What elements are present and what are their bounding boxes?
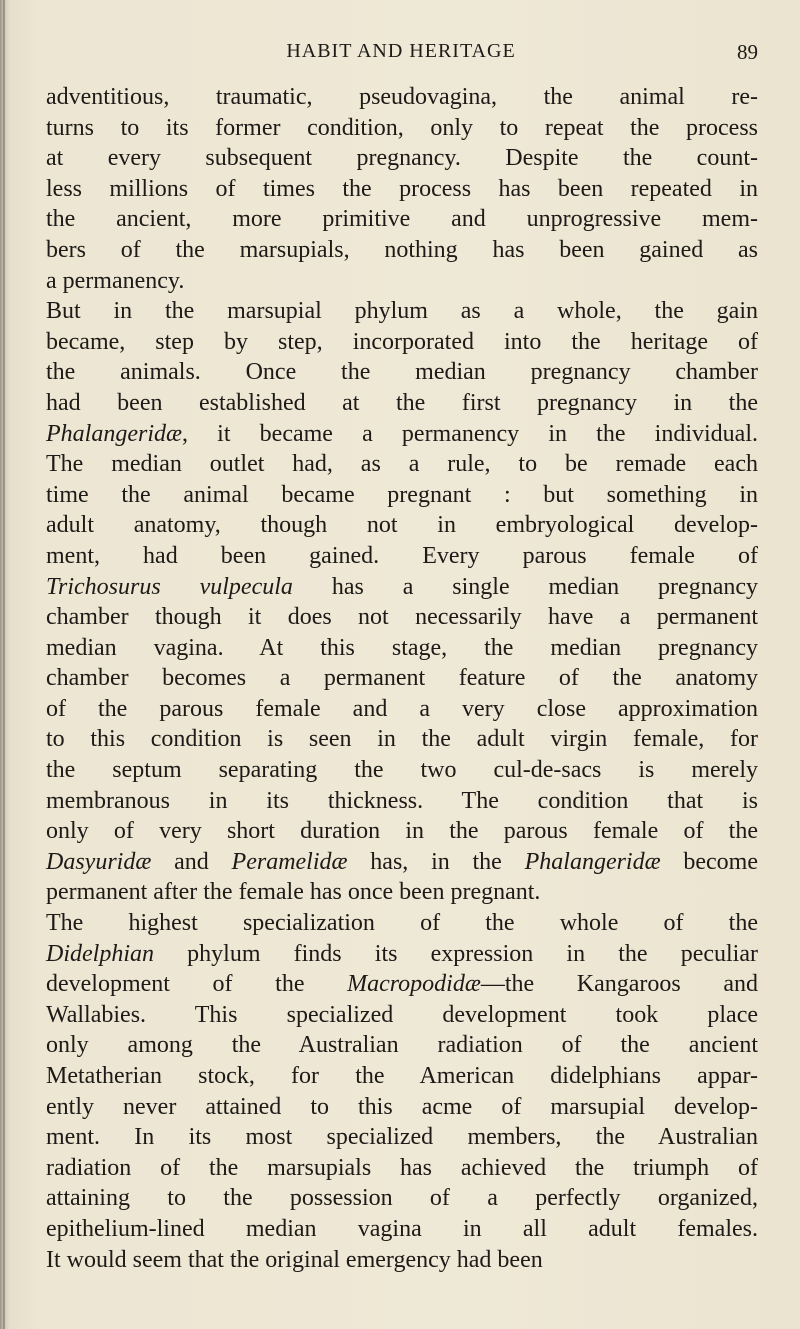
text-run: the ancient, more primitive and unprogressive mem- — [46, 206, 758, 233]
text-run: adventitious, traumatic, pseudovagina, the animal re- — [46, 84, 758, 110]
text-run: bers of the marsupials, nothing has been gained as — [46, 236, 758, 263]
italic-term: Trichosurus vulpecula — [46, 573, 293, 600]
text-run: at every subsequent pregnancy. Despite the count- — [46, 145, 758, 172]
text-line — [46, 663, 758, 694]
text-run: only of very short duration in the parous female of the — [46, 818, 758, 845]
text-run: Metatherian stock, for the American didelphians appar- — [46, 1063, 758, 1089]
text-line — [46, 449, 758, 480]
text-run: time the animal became pregnant : but something in — [46, 481, 758, 508]
italic-term: Dasyuridæ — [46, 848, 152, 875]
page-number: 89 — [737, 40, 758, 64]
text-run: to this condition is seen in the adult virgin female, for — [46, 726, 758, 753]
text-line — [46, 419, 758, 450]
page-header — [44, 38, 758, 68]
text-run: The median outlet had, as a rule, to be remade each — [46, 451, 758, 478]
text-run: median vagina. At this stage, the median pregnancy — [46, 634, 758, 661]
text-line — [46, 755, 758, 786]
italic-term: Macropodidæ — [347, 971, 481, 998]
text-line — [46, 724, 758, 755]
text-line — [46, 82, 758, 113]
text-line — [46, 816, 758, 847]
text-run: attaining to the possession of a perfectly organized, — [46, 1185, 758, 1212]
text-run: —the Kangaroos and — [480, 971, 758, 998]
text-run: ently never attained to this acme of marsupial develop- — [46, 1093, 758, 1120]
text-line — [46, 204, 758, 235]
text-run: of the parous female and a very close approximation — [46, 695, 758, 722]
text-line — [46, 633, 758, 664]
text-line — [46, 1214, 758, 1245]
running-head: HABIT AND HERITAGE — [286, 40, 516, 62]
text-run: phylum finds its expression in the peculiar — [154, 940, 758, 967]
text-line — [46, 908, 758, 939]
text-run: Wallabies. This specialized development took place — [46, 1001, 758, 1028]
text-line — [46, 939, 758, 970]
text-run: adult anatomy, though not in embryological develop- — [46, 512, 758, 539]
text-run: the animals. Once the median pregnancy chamber — [46, 359, 758, 386]
text-run: chamber though it does not necessarily have a permanent — [46, 604, 758, 631]
text-line — [46, 847, 758, 878]
text-run: , it became a permanency in the individual. — [182, 420, 758, 447]
text-line — [46, 1030, 758, 1061]
text-run: has a single median pregnancy — [292, 573, 758, 600]
text-run: became, step by step, incorporated into the heritage of — [46, 328, 758, 355]
text-run: turns to its former condition, only to repeat the process — [46, 114, 758, 141]
text-line — [46, 694, 758, 725]
text-line — [46, 174, 758, 205]
text-run: permanent after the female has once been pregnant. — [46, 879, 541, 906]
text-line — [46, 1245, 758, 1276]
text-run: become — [660, 848, 759, 875]
text-line — [46, 602, 758, 633]
text-line — [46, 1000, 758, 1031]
text-run: had been established at the first pregnancy in the — [46, 389, 758, 416]
text-line — [46, 388, 758, 419]
text-line — [46, 1122, 758, 1153]
text-line — [46, 480, 758, 511]
text-line — [46, 266, 758, 297]
text-line — [46, 572, 758, 603]
italic-term: Phalangeridæ — [46, 420, 182, 447]
text-line — [46, 327, 758, 358]
text-run: membranous in its thickness. The condition that is — [46, 787, 758, 814]
text-run: a permanency. — [46, 267, 185, 294]
italic-term: Didelphian — [46, 940, 154, 967]
text-line — [46, 786, 758, 817]
page-gutter-edge — [3, 0, 5, 1329]
text-line — [46, 1092, 758, 1123]
text-run: ment, had been gained. Every parous female of — [46, 542, 758, 569]
italic-term: Peramelidæ — [231, 848, 348, 875]
text-line — [46, 1183, 758, 1214]
text-run: ment. In its most specialized members, the Australian — [46, 1124, 758, 1151]
text-line — [46, 541, 758, 572]
text-line — [46, 1061, 758, 1092]
text-line — [46, 143, 758, 174]
text-line — [46, 969, 758, 1000]
text-run: But in the marsupial phylum as a whole, the gain — [46, 298, 758, 325]
text-run: only among the Australian radiation of the ancient — [46, 1032, 758, 1059]
text-run: has, in the — [347, 848, 525, 875]
text-line — [46, 1153, 758, 1184]
text-line — [46, 113, 758, 144]
text-run: It would seem that the original emergency had been — [46, 1246, 543, 1273]
text-run: development of the — [46, 971, 348, 998]
text-run: radiation of the marsupials has achieved the triumph of — [46, 1154, 758, 1181]
body-text — [46, 82, 758, 1275]
text-line — [46, 877, 758, 908]
text-line — [46, 357, 758, 388]
text-run: chamber becomes a permanent feature of the anatomy — [46, 665, 758, 692]
text-run: and — [151, 848, 232, 875]
text-run: The highest specialization of the whole of the — [46, 910, 758, 937]
text-line — [46, 296, 758, 327]
text-run: the septum separating the two cul-de-sacs is merely — [46, 757, 758, 784]
text-line — [46, 235, 758, 266]
text-line — [46, 510, 758, 541]
text-run: less millions of times the process has been repeated in — [46, 175, 758, 202]
text-run: epithelium-lined median vagina in all adult females. — [46, 1215, 758, 1242]
italic-term: Phalangeridæ — [524, 848, 661, 875]
